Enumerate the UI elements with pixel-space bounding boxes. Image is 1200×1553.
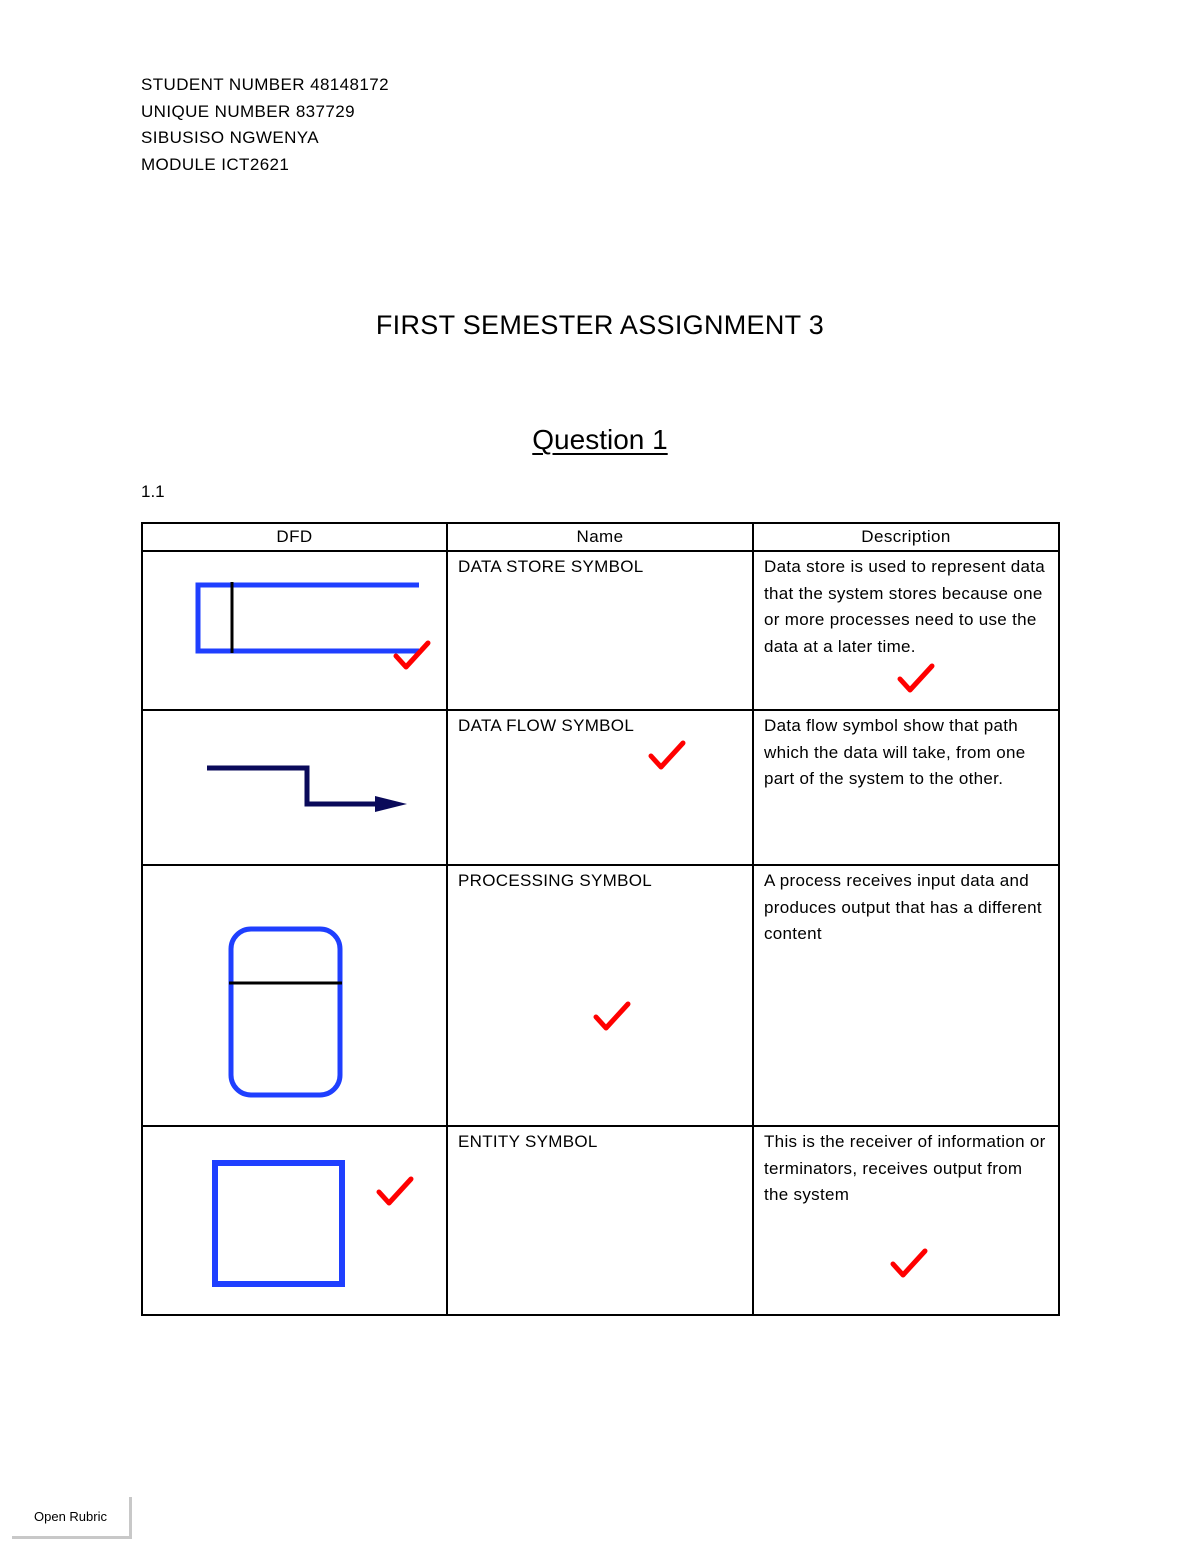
unique-number: UNIQUE NUMBER 837729 [141,101,355,121]
question-heading-text: Question 1 [532,424,668,455]
checkmark-icon [897,662,935,696]
student-name: SIBUSISO NGWENYA [141,128,320,147]
checkmark-icon [593,1000,631,1034]
checkmark-icon [890,1247,928,1281]
column-header-dfd: DFD [142,523,447,551]
symbol-name: DATA FLOW SYMBOL [458,716,635,735]
dfd-cell [142,551,447,710]
open-rubric-button[interactable]: Open Rubric [12,1497,132,1539]
table-row [142,865,1059,1126]
dfd-symbols-table [141,522,1060,1316]
dfd-cell [142,865,447,1126]
column-header-name: Name [447,523,753,551]
processing-symbol-icon [143,866,446,1125]
sub-question-number: 1.1 [141,482,165,501]
symbol-name: ENTITY SYMBOL [458,1132,598,1151]
name-cell [447,710,753,865]
symbol-description: A process receives input data and produces output that has a different content [764,871,1042,943]
student-number: STUDENT NUMBER 48148172 [141,75,389,94]
table-row [142,1126,1059,1315]
symbol-description: Data flow symbol show that path which the data will take, from one part of the system to the other. [764,716,1026,788]
symbol-description: Data store is used to represent data that the system stores because one or more processes need to use the data at a later time. [764,557,1046,656]
data-flow-symbol-icon [143,711,446,864]
symbol-name: PROCESSING SYMBOL [458,871,653,890]
entity-symbol-icon [143,1127,446,1314]
dfd-cell [142,710,447,865]
dfd-cell [142,1126,447,1315]
document-title: FIRST SEMESTER ASSIGNMENT 3 [375,310,825,340]
data-store-symbol-icon [143,552,446,709]
checkmark-icon [648,739,686,773]
table-row [142,710,1059,865]
symbol-name: DATA STORE SYMBOL [458,557,644,576]
table-row [142,551,1059,710]
student-info [141,72,389,178]
column-header-description: Description [753,523,1059,551]
checkmark-icon [376,1175,414,1209]
description-cell [753,1126,1059,1315]
name-cell [447,551,753,710]
symbol-description: This is the receiver of information or terminators, receives output from the system [764,1132,1046,1204]
name-cell [447,865,753,1126]
question-heading [0,424,1200,456]
description-cell [753,551,1059,710]
description-cell [753,865,1059,1126]
module-code: MODULE ICT2621 [141,154,290,174]
checkmark-icon [393,639,431,673]
name-cell [447,1126,753,1315]
description-cell [753,710,1059,865]
table-header-row [142,523,1059,551]
